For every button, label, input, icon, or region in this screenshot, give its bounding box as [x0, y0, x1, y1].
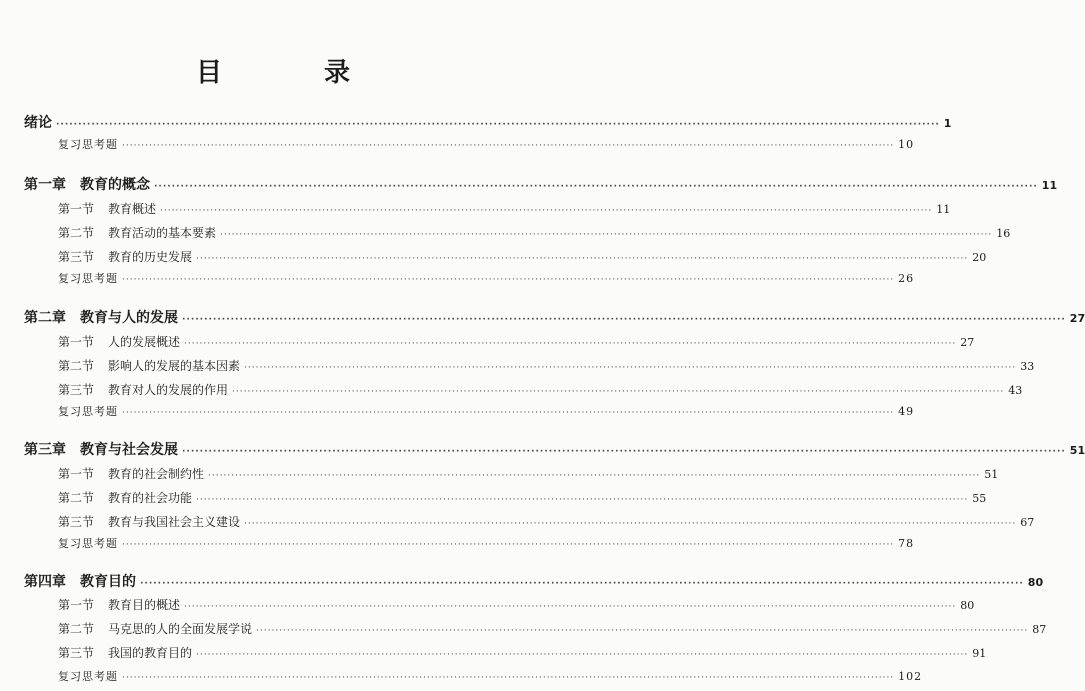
toc-entry-text: 教育目的 — [80, 574, 136, 590]
toc-entry-title — [58, 224, 220, 241]
toc-section-row — [58, 465, 999, 482]
toc-section-row — [58, 357, 1035, 374]
toc-entry-text: 教育的社会功能 — [108, 491, 193, 505]
toc-section-row — [58, 381, 1023, 398]
toc-review-row — [58, 136, 915, 152]
dot-leader: ········································································································································································································ — [160, 206, 933, 216]
toc-entry-number: 第三节 — [58, 383, 95, 397]
dot-leader: ········································································································································································································ — [56, 120, 940, 130]
toc-entry-number: 第二节 — [58, 622, 95, 636]
toc-section-row — [58, 620, 1047, 637]
toc-entry-text: 教育对人的发展的作用 — [108, 383, 229, 397]
toc-entry-text: 教育的概念 — [80, 177, 150, 193]
dot-leader: ········································································································································································································ — [208, 471, 981, 481]
toc-page-number: 51 — [1069, 444, 1085, 457]
toc-entry-title — [24, 174, 154, 194]
toc-page-number: 27 — [1069, 312, 1085, 325]
toc-entry-title — [58, 489, 196, 506]
toc-entry-title — [58, 644, 196, 661]
toc-entry-title — [58, 248, 196, 265]
toc-entry-title — [58, 513, 244, 530]
toc-entry-number: 第三节 — [58, 646, 95, 660]
toc-entry-number: 第三节 — [58, 250, 95, 264]
dot-leader: ········································································································································································································ — [196, 254, 969, 264]
toc-entry-title — [58, 333, 184, 350]
dot-leader: ········································································································································································································ — [196, 495, 969, 505]
toc-section-row — [58, 513, 1035, 530]
toc-page-number: 67 — [1020, 516, 1035, 529]
dot-leader: ········································································································································································································ — [256, 626, 1029, 636]
toc-entry-text: 复习思考题 — [58, 405, 118, 418]
dot-leader: ········································································································································································································ — [122, 141, 895, 151]
toc-page-number: 20 — [972, 251, 987, 264]
toc-entry-text: 绪论 — [24, 115, 52, 131]
dot-leader: ········································································································································································································ — [122, 673, 895, 683]
dot-leader: ········································································································································································································ — [232, 387, 1005, 397]
dot-leader: ········································································································································································································ — [122, 540, 895, 550]
toc-entry-number: 第一节 — [58, 202, 95, 216]
toc-entry-title — [24, 571, 140, 591]
dot-leader: ········································································································································································································ — [184, 602, 957, 612]
toc-entry-number: 第一节 — [58, 467, 95, 481]
toc-page-number: 51 — [984, 468, 999, 481]
toc-page-number: 80 — [1027, 576, 1044, 589]
toc-page-number: 80 — [960, 599, 975, 612]
dot-leader: ········································································································································································································ — [154, 182, 1038, 192]
toc-review-row — [58, 668, 923, 684]
toc-entry-title — [58, 535, 122, 551]
toc-entry-title — [58, 381, 232, 398]
toc-page-number: 43 — [1008, 384, 1023, 397]
toc-page-number: 10 — [898, 138, 915, 151]
dot-leader: ········································································································································································································ — [182, 315, 1066, 325]
toc-page-number: 26 — [898, 272, 915, 285]
toc-entry-number: 第一章 — [24, 177, 66, 193]
toc-entry-text: 教育与我国社会主义建设 — [108, 515, 241, 529]
toc-chapter-row — [24, 112, 952, 132]
toc-entry-text: 影响人的发展的基本因素 — [108, 359, 241, 373]
toc-entry-title — [58, 270, 122, 286]
toc-section-row — [58, 333, 975, 350]
toc-page-number: 49 — [898, 405, 915, 418]
toc-section-row — [58, 200, 951, 217]
toc-page-number: 27 — [960, 336, 975, 349]
toc-page-number: 11 — [936, 203, 951, 216]
toc-entry-title — [58, 668, 122, 684]
toc-entry-number: 第三章 — [24, 442, 66, 458]
toc-page-number: 102 — [898, 670, 923, 683]
toc-entry-number: 第一节 — [58, 598, 95, 612]
toc-entry-title — [58, 596, 184, 613]
toc-entry-number: 第二章 — [24, 310, 66, 326]
toc-section-row — [58, 489, 987, 506]
dot-leader: ········································································································································································································ — [182, 447, 1066, 457]
toc-section-row — [58, 224, 1011, 241]
toc-page-number: 78 — [898, 537, 915, 550]
dot-leader: ········································································································································································································ — [244, 363, 1017, 373]
toc-entry-text: 我国的教育目的 — [108, 646, 193, 660]
toc-entry-title — [58, 620, 256, 637]
toc-chapter-row — [24, 571, 1044, 591]
dot-leader: ········································································································································································································ — [244, 519, 1017, 529]
dot-leader: ········································································································································································································ — [196, 650, 969, 660]
toc-entry-text: 教育概述 — [108, 202, 157, 216]
toc-section-row — [58, 596, 975, 613]
toc-entry-text: 复习思考题 — [58, 138, 118, 151]
toc-chapter-row — [24, 307, 1085, 327]
toc-entry-text: 教育活动的基本要素 — [108, 226, 217, 240]
toc-entry-text: 教育与人的发展 — [80, 310, 178, 326]
toc-section-row — [58, 248, 987, 265]
dot-leader: ········································································································································································································ — [122, 408, 895, 418]
toc-page-number: 11 — [1041, 179, 1058, 192]
toc-chapter-row — [24, 439, 1085, 459]
toc-chapter-row — [24, 174, 1058, 194]
toc-entry-text: 复习思考题 — [58, 670, 118, 683]
toc-section-row — [58, 644, 987, 661]
toc-entry-number: 第二节 — [58, 491, 95, 505]
toc-page-number: 87 — [1032, 623, 1047, 636]
toc-page-number: 55 — [972, 492, 987, 505]
toc-entry-text: 教育目的概述 — [108, 598, 181, 612]
toc-entry-title — [24, 439, 182, 459]
toc-entry-number: 第二节 — [58, 359, 95, 373]
toc-review-row — [58, 270, 915, 286]
toc-entry-title — [58, 403, 122, 419]
toc-entry-number: 第四章 — [24, 574, 66, 590]
toc-entry-number: 第三节 — [58, 515, 95, 529]
toc-entry-title — [58, 357, 244, 374]
dot-leader: ········································································································································································································ — [140, 579, 1024, 589]
toc-entry-title — [58, 136, 122, 152]
toc-entry-number: 第一节 — [58, 335, 95, 349]
toc-review-row — [58, 403, 915, 419]
toc-entry-text: 复习思考题 — [58, 272, 118, 285]
toc-entry-number: 第二节 — [58, 226, 95, 240]
toc-entry-title — [58, 200, 160, 217]
toc-entry-title — [24, 307, 182, 327]
toc-entry-text: 人的发展概述 — [108, 335, 181, 349]
toc-page-number: 1 — [943, 117, 952, 130]
toc-review-row — [58, 535, 915, 551]
toc-entry-text: 复习思考题 — [58, 537, 118, 550]
toc-page-number: 16 — [996, 227, 1011, 240]
page-title: 目 录 — [195, 58, 388, 88]
toc-entry-text: 教育与社会发展 — [80, 442, 178, 458]
toc-page-number: 33 — [1020, 360, 1035, 373]
toc-entry-text: 马克思的人的全面发展学说 — [108, 622, 253, 636]
dot-leader: ········································································································································································································ — [122, 275, 895, 285]
dot-leader: ········································································································································································································ — [184, 339, 957, 349]
toc-page-number: 91 — [972, 647, 987, 660]
toc-entry-title — [58, 465, 208, 482]
toc-entry-text: 教育的历史发展 — [108, 250, 193, 264]
toc-entry-title — [24, 112, 56, 132]
toc-entry-text: 教育的社会制约性 — [108, 467, 205, 481]
dot-leader: ········································································································································································································ — [220, 230, 993, 240]
